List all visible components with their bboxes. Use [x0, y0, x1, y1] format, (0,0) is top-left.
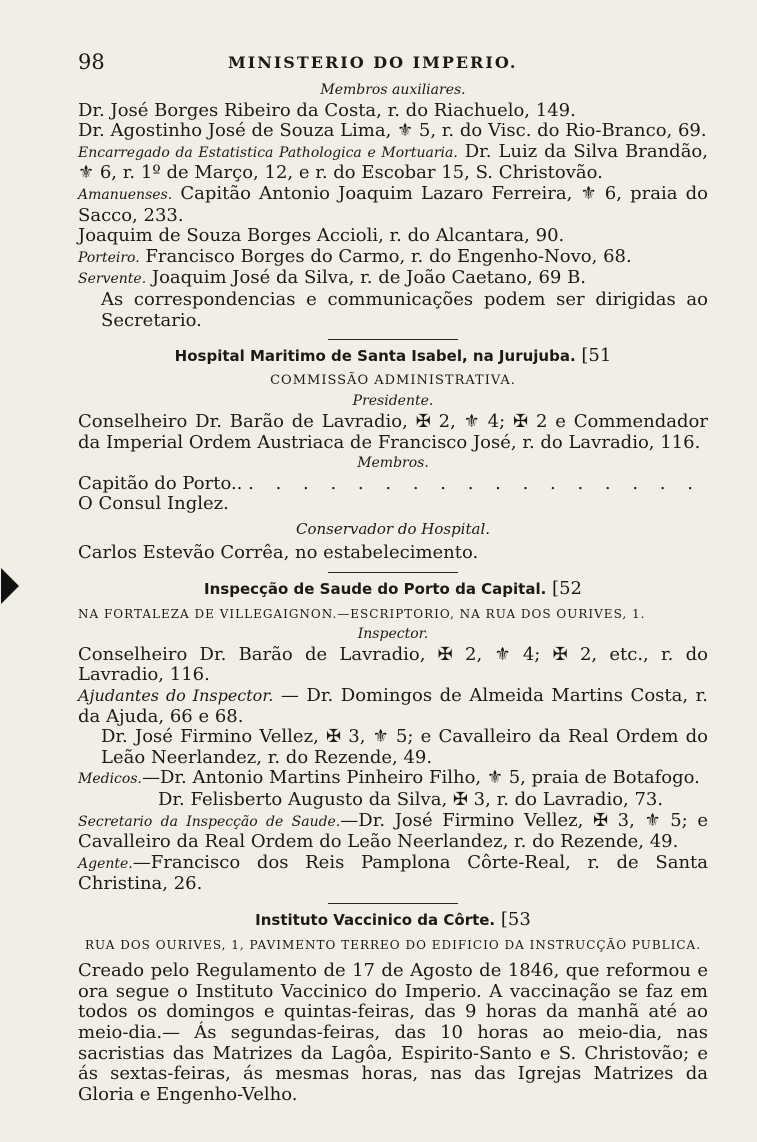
section-subheading: COMMISSÃO ADMINISTRATIVA.: [270, 372, 516, 388]
section-heading: [78, 579, 708, 600]
section-divider: [328, 572, 458, 573]
entry-text: Joaquim José da Silva, r. de João Caetano, 69 B.: [146, 267, 587, 289]
role-label: Porteiro.: [78, 249, 140, 266]
entry-paragraph: [78, 268, 708, 290]
entry-line: Dr. José Borges Ribeiro da Costa, r. do Riachuelo, 149.: [78, 99, 576, 121]
entry-text: —Dr. José Firmino Vellez, ✠ 3, ⚜ 5; e Cavalleiro da Real Ordem do Leão Neerlandez, r. do Rezende, 49.: [78, 809, 708, 853]
section-title: Inspecção de Saude do Porto da Capital.: [204, 580, 547, 599]
section-number: [51: [581, 345, 612, 367]
membros-auxiliares-title: Membros auxiliares.: [320, 82, 466, 98]
entry-paragraph: [78, 247, 708, 269]
entry-text: Capitão Antonio Joaquim Lazaro Ferreira, ⚜ 6, praia do Sacco, 233.: [78, 182, 708, 226]
note-paragraph: As correspondencias e communicações podem ser dirigidas ao Secretario.: [101, 288, 708, 331]
text-column: [78, 80, 708, 1105]
section-title: Hospital Maritimo de Santa Isabel, na Jurujuba.: [174, 347, 576, 366]
entry-paragraph: [78, 811, 708, 853]
triangle-marker-icon: [1, 568, 19, 604]
entry-paragraph: Conselheiro Dr. Barão de Lavradio, ✠ 2, ⚜ 4; ✠ 2 e Commendador da Imperial Ordem Austriaca de Francisco José, r. do Lavradio, 116.: [78, 410, 708, 453]
role-label: Agente.: [78, 855, 133, 872]
section-divider: [328, 903, 458, 904]
page-number: 98: [78, 50, 105, 74]
role-title: Presidente.: [352, 393, 434, 410]
entry-text: — Dr. Domingos de Almeida Martins Costa, r. da Ajuda, 66 e 68.: [78, 685, 709, 727]
section-number: [52: [552, 578, 582, 600]
section-subheading: NA FORTALEZA DE VILLEGAIGNON.—ESCRIPTORIO, NA RUA DOS OURIVES, 1.: [78, 606, 646, 621]
entry-paragraph: [78, 768, 708, 790]
role-label: Encarregado da Estatistica Pathologica e Mortuaria.: [78, 144, 458, 161]
entry-text: Capitão do Porto..: [78, 472, 243, 494]
entry-paragraph: [78, 184, 708, 226]
role-label: Servente.: [78, 271, 147, 288]
section-number: [53: [500, 908, 531, 930]
entry-line: [78, 474, 708, 495]
role-label: Medicos.: [78, 771, 142, 788]
role-title: Membros.: [357, 455, 429, 472]
entry-paragraph: Conselheiro Dr. Barão de Lavradio, ✠ 2, ⚜ 4; ✠ 2, etc., r. do Lavradio, 116.: [78, 643, 708, 686]
entry-line: Carlos Estevão Corrêa, no estabelecimento.: [78, 542, 479, 564]
section-divider: [328, 339, 458, 340]
entry-paragraph: [78, 853, 708, 895]
role-title: Conservador do Hospital.: [295, 519, 491, 538]
role-label: Secretario da Inspecção de Saude.: [78, 813, 341, 830]
leader-dots: . . . . . . . . . . . . . . . . .: [248, 472, 701, 494]
entry-text: Dr. Luiz da Silva Brandão, ⚜ 6, r. 1º de Março, 12, e r. do Escobar 15, S. Christovão.: [78, 140, 708, 184]
page-header: [78, 46, 708, 80]
section-heading: [78, 346, 708, 367]
section-subheading: RUA DOS OURIVES, 1, PAVIMENTO TERREO DO EDIFICIO DA INSTRUCÇÃO PUBLICA.: [84, 937, 702, 952]
entry-paragraph: [78, 686, 708, 727]
entry-text: —Dr. Antonio Martins Pinheiro Filho, ⚜ 5, praia de Botafogo.: [141, 767, 700, 789]
entry-line: Dr. Agostinho José de Souza Lima, ⚜ 5, r. do Visc. do Rio-Branco, 69.: [78, 120, 707, 142]
entry-paragraph: [78, 142, 708, 184]
role-label: Amanuenses.: [78, 186, 173, 203]
entry-text: Francisco Borges do Carmo, r. do Engenho-Novo, 68.: [139, 245, 632, 267]
section-heading: [78, 910, 708, 931]
entry-text: —Francisco dos Reis Pamplona Côrte-Real, r. de Santa Christina, 26.: [78, 851, 708, 895]
entry-line: Joaquim de Souza Borges Accioli, r. do Alcantara, 90.: [78, 225, 565, 247]
role-title: Inspector.: [357, 626, 429, 643]
entry-line: Dr. Felisberto Augusto da Silva, ✠ 3, r. do Lavradio, 73.: [158, 789, 664, 810]
role-label: Ajudantes do Inspector.: [78, 686, 274, 706]
body-paragraph: Creado pelo Regulamento de 17 de Agosto de 1846, que reformou e ora segue o Instituto Vaccinico do Imperio. A vaccinação se faz em todos os domingos e quintas-feiras, das 9 horas da manhã até ao meio-dia.— Ás segundas-feiras, das 10 horas ao meio-dia, nas sacristias das Matrizes da Lagôa, Espirito-Santo e S. Christovão; e ás sextas-feiras, ás mesmas horas, nas das Igrejas Matrizes da Gloria e Engenho-Velho.: [78, 960, 708, 1105]
running-head: MINISTERIO DO IMPERIO.: [228, 53, 518, 72]
entry-line: O Consul Inglez.: [78, 493, 229, 515]
section-title: Instituto Vaccinico da Côrte.: [255, 910, 496, 929]
entry-paragraph: Dr. José Firmino Vellez, ✠ 3, ⚜ 5; e Cavalleiro da Real Ordem do Leão Neerlandez, r. do Rezende, 49.: [101, 726, 708, 768]
